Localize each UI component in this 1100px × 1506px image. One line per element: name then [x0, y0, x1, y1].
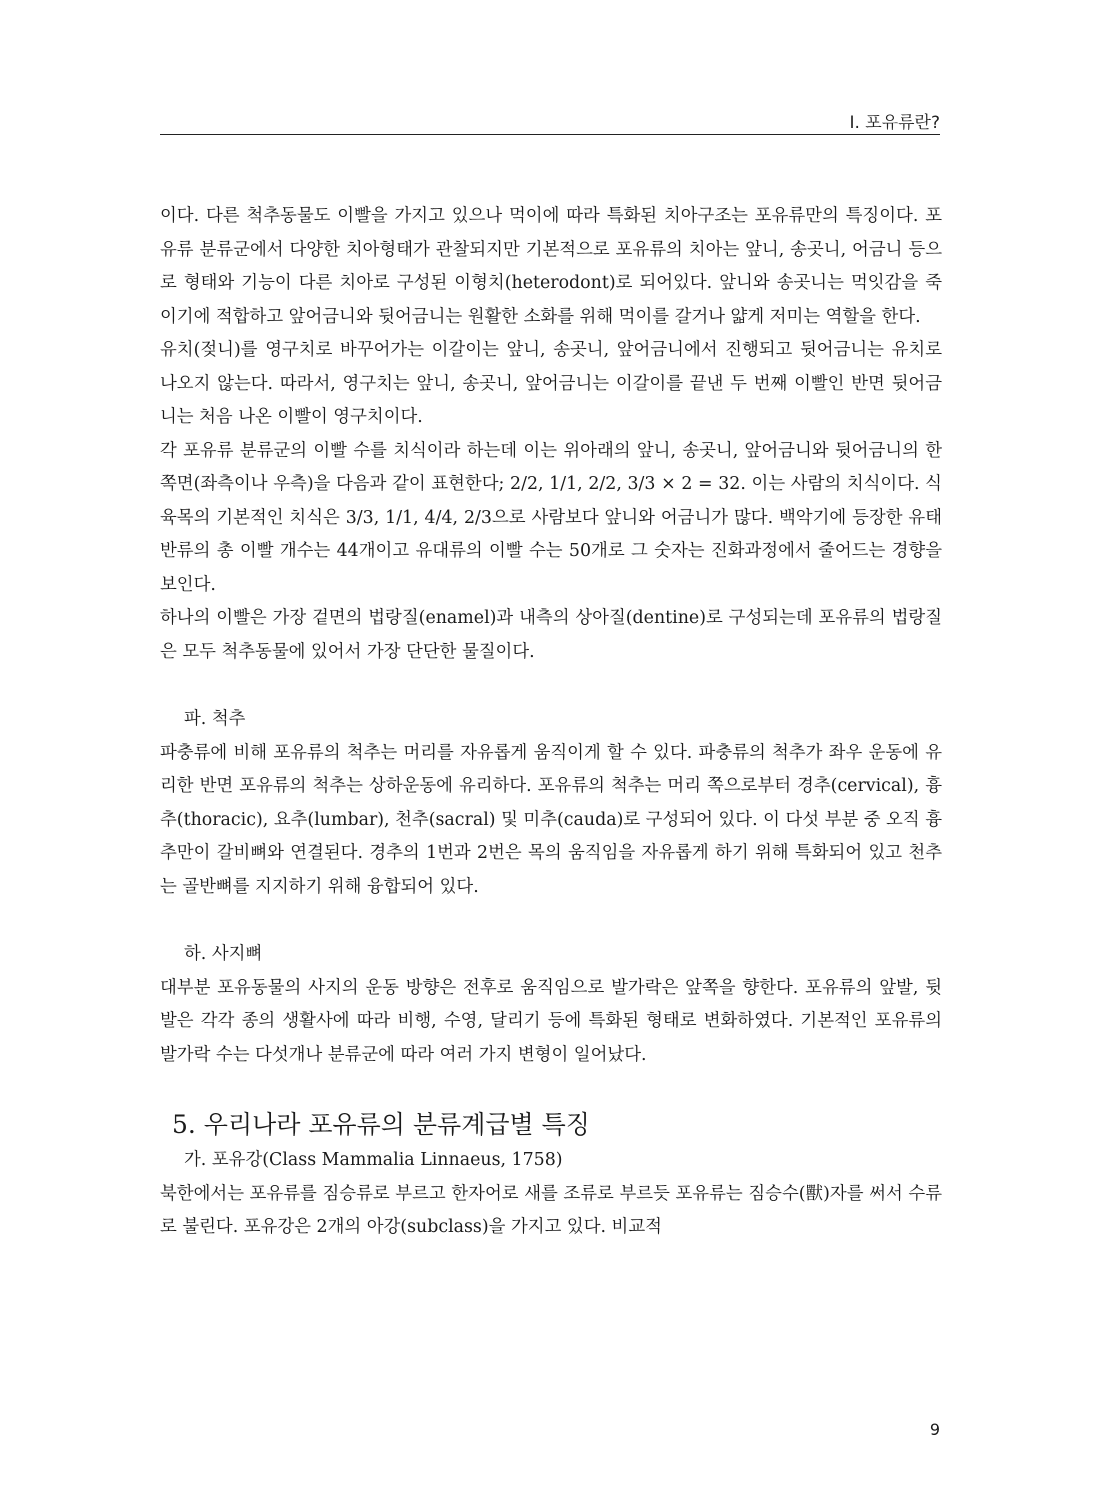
subheading-limbs: 하. 사지뼈: [184, 944, 263, 964]
paragraph-class-mammalia: 북한에서는 포유류를 짐승류로 부르고 한자어로 새를 조류로 부르듯 포유류는 짐승수(獸)자를 써서 수류로 불린다. 포유강은 2개의 아강(subclass)을 가지고 있다. 비교적: [160, 1183, 942, 1237]
subheading-class-mammalia: 가. 포유강(Class Mammalia Linnaeus, 1758): [184, 1150, 563, 1170]
paragraph-dental-formula: 각 포유류 분류군의 이빨 수를 치식이라 하는데 이는 위아래의 앞니, 송곳니, 앞어금니와 뒷어금니의 한쪽면(좌측이나 우측)을 다음과 같이 표현한다; 2/2, 1/1, 2/2, 3/3 × 2 = 32. 이는 사람의 치식이다. 식육목의 기본적인 치식은 3/3, 1/1, 4/4, 2/3으로 사람보다 앞니와 어금니가 많다. 백악기에 등장한 유태반류의 총 이빨 개수는 44개이고 유대류의 이빨 수는 50개로 그 숫자는 진화과정에서 줄어드는 경향을 보인다.: [160, 440, 942, 595]
section-heading: 5. 우리나라 포유류의 분류계급별 특징: [172, 1110, 590, 1139]
paragraph-milk-teeth: 유치(젖니)를 영구치로 바꾸어가는 이갈이는 앞니, 송곳니, 앞어금니에서 진행되고 뒷어금니는 유치로 나오지 않는다. 따라서, 영구치는 앞니, 송곳니, 앞어금니는 이갈이를 끝낸 두 번째 이빨인 반면 뒷어금니는 처음 나온 이빨이 영구치이다.: [160, 340, 942, 427]
paragraph-spine: 파충류에 비해 포유류의 척추는 머리를 자유롭게 움직이게 할 수 있다. 파충류의 척추가 좌우 운동에 유리한 반면 포유류의 척추는 상하운동에 유리하다. 포유류의 척추는 머리 쪽으로부터 경추(cervical), 흉추(thoracic), 요추(lumbar), 천추(sacral) 및 미추(cauda)로 구성되어 있다. 이 다섯 부분 중 오직 흉추만이 갈비뼈와 연결된다. 경추의 1번과 2번은 목의 움직임을 자유롭게 하기 위해 특화되어 있고 천추는 골반뼈를 지지하기 위해 융합되어 있다.: [160, 742, 942, 897]
page-number: 9: [929, 1420, 940, 1439]
header-title: I. 포유류란?: [849, 113, 940, 133]
running-header: [160, 108, 940, 135]
paragraph-enamel: 하나의 이빨은 가장 겉면의 법랑질(enamel)과 내측의 상아질(dentine)로 구성되는데 포유류의 법랑질은 모두 척추동물에 있어서 가장 단단한 물질이다.: [160, 608, 942, 662]
page-body: [160, 200, 942, 1245]
paragraph-teeth-intro: 이다. 다른 척추동물도 이빨을 가지고 있으나 먹이에 따라 특화된 치아구조는 포유류만의 특징이다. 포유류 분류군에서 다양한 치아형태가 관찰되지만 기본적으로 포유류의 치아는 앞니, 송곳니, 어금니 등으로 형태와 기능이 다른 치아로 구성된 이형치(heterodont)로 되어있다. 앞니와 송곳니는 먹잇감을 죽이기에 적합하고 앞어금니와 뒷어금니는 원활한 소화를 위해 먹이를 갈거나 얇게 저미는 역할을 한다.: [160, 206, 942, 327]
paragraph-limbs: 대부분 포유동물의 사지의 운동 방향은 전후로 움직임으로 발가락은 앞쪽을 향한다. 포유류의 앞발, 뒷발은 각각 종의 생활사에 따라 비행, 수영, 달리기 등에 특화된 형태로 변화하였다. 기본적인 포유류의 발가락 수는 다섯개나 분류군에 따라 여러 가지 변형이 일어났다.: [160, 977, 942, 1065]
subheading-spine: 파. 척추: [184, 709, 246, 729]
